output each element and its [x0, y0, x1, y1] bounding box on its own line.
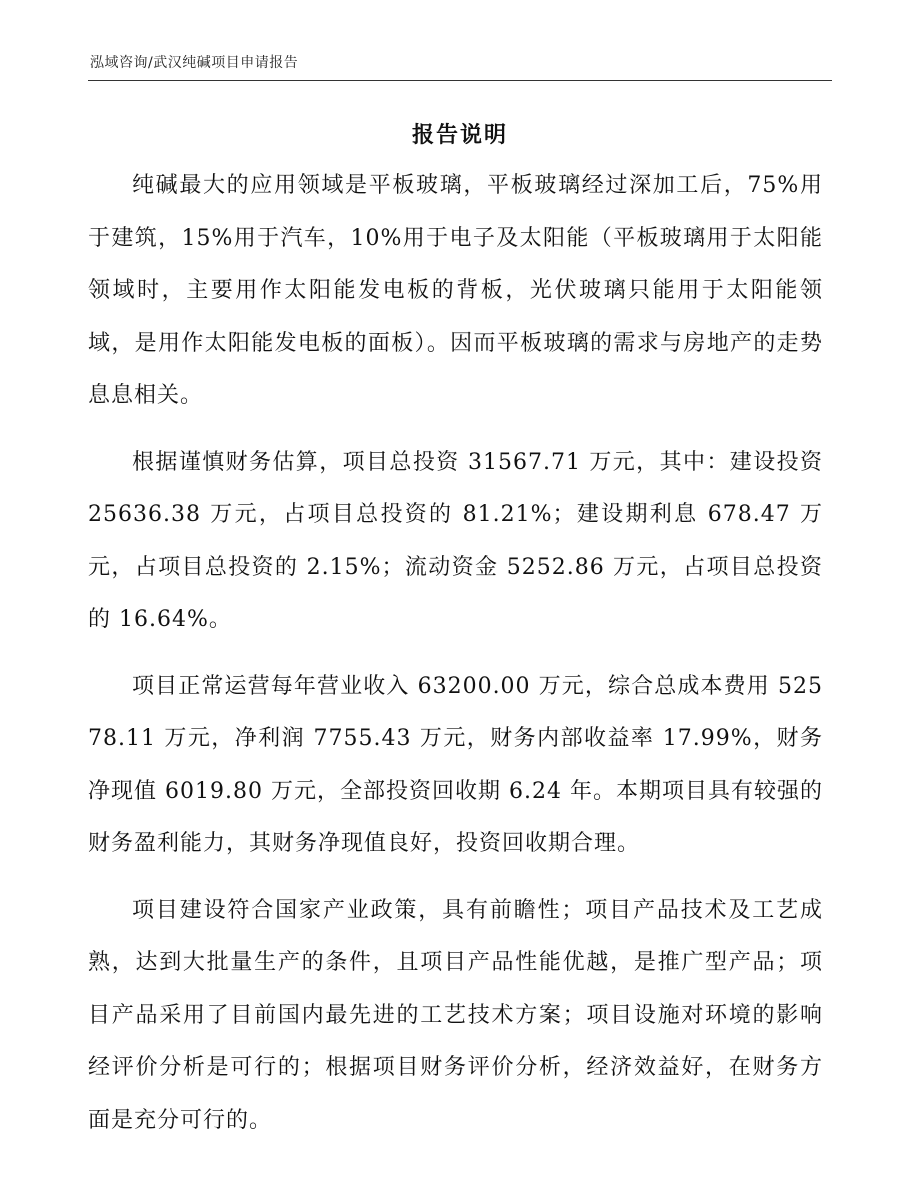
- running-header: 泓域咨询/武汉纯碱项目申请报告: [90, 55, 299, 71]
- paragraph-financial-returns: 项目正常运营每年营业收入 63200.00 万元，综合总成本费用 52578.11 万元，净利润 7755.43 万元，财务内部收益率 17.99%，财务净现值 6019.80 万元，全部投资回收期 6.24 年。本期项目具有较强的财务盈利能力，其财务净现值良好，投资回收期合理。: [88, 673, 823, 856]
- paragraph-feasibility-conclusion: 项目建设符合国家产业政策，具有前瞻性；项目产品技术及工艺成熟，达到大批量生产的条件，且项目产品性能优越，是推广型产品；项目产品采用了目前国内最先进的工艺技术方案；项目设施对环境的影响经评价分析是可行的；根据项目财务评价分析，经济效益好，在财务方面是充分可行的。: [88, 897, 823, 1133]
- section-title: 报告说明: [411, 123, 508, 148]
- header-divider: [88, 80, 832, 81]
- report-body: [88, 160, 823, 1147]
- paragraph-application-fields: 纯碱最大的应用领域是平板玻璃，平板玻璃经过深加工后，75%用于建筑，15%用于汽车，10%用于电子及太阳能（平板玻璃用于太阳能领域时，主要用作太阳能发电板的背板，光伏玻璃只能用于太阳能领域，是用作太阳能发电板的面板）。因而平板玻璃的需求与房地产的走势息息相关。: [88, 173, 823, 408]
- paragraph-investment-estimate: 根据谨慎财务估算，项目总投资 31567.71 万元，其中：建设投资 25636.38 万元，占项目总投资的 81.21%；建设期利息 678.47 万元，占项目总投资的 2.15%；流动资金 5252.86 万元，占项目总投资的 16.64%。: [88, 449, 823, 632]
